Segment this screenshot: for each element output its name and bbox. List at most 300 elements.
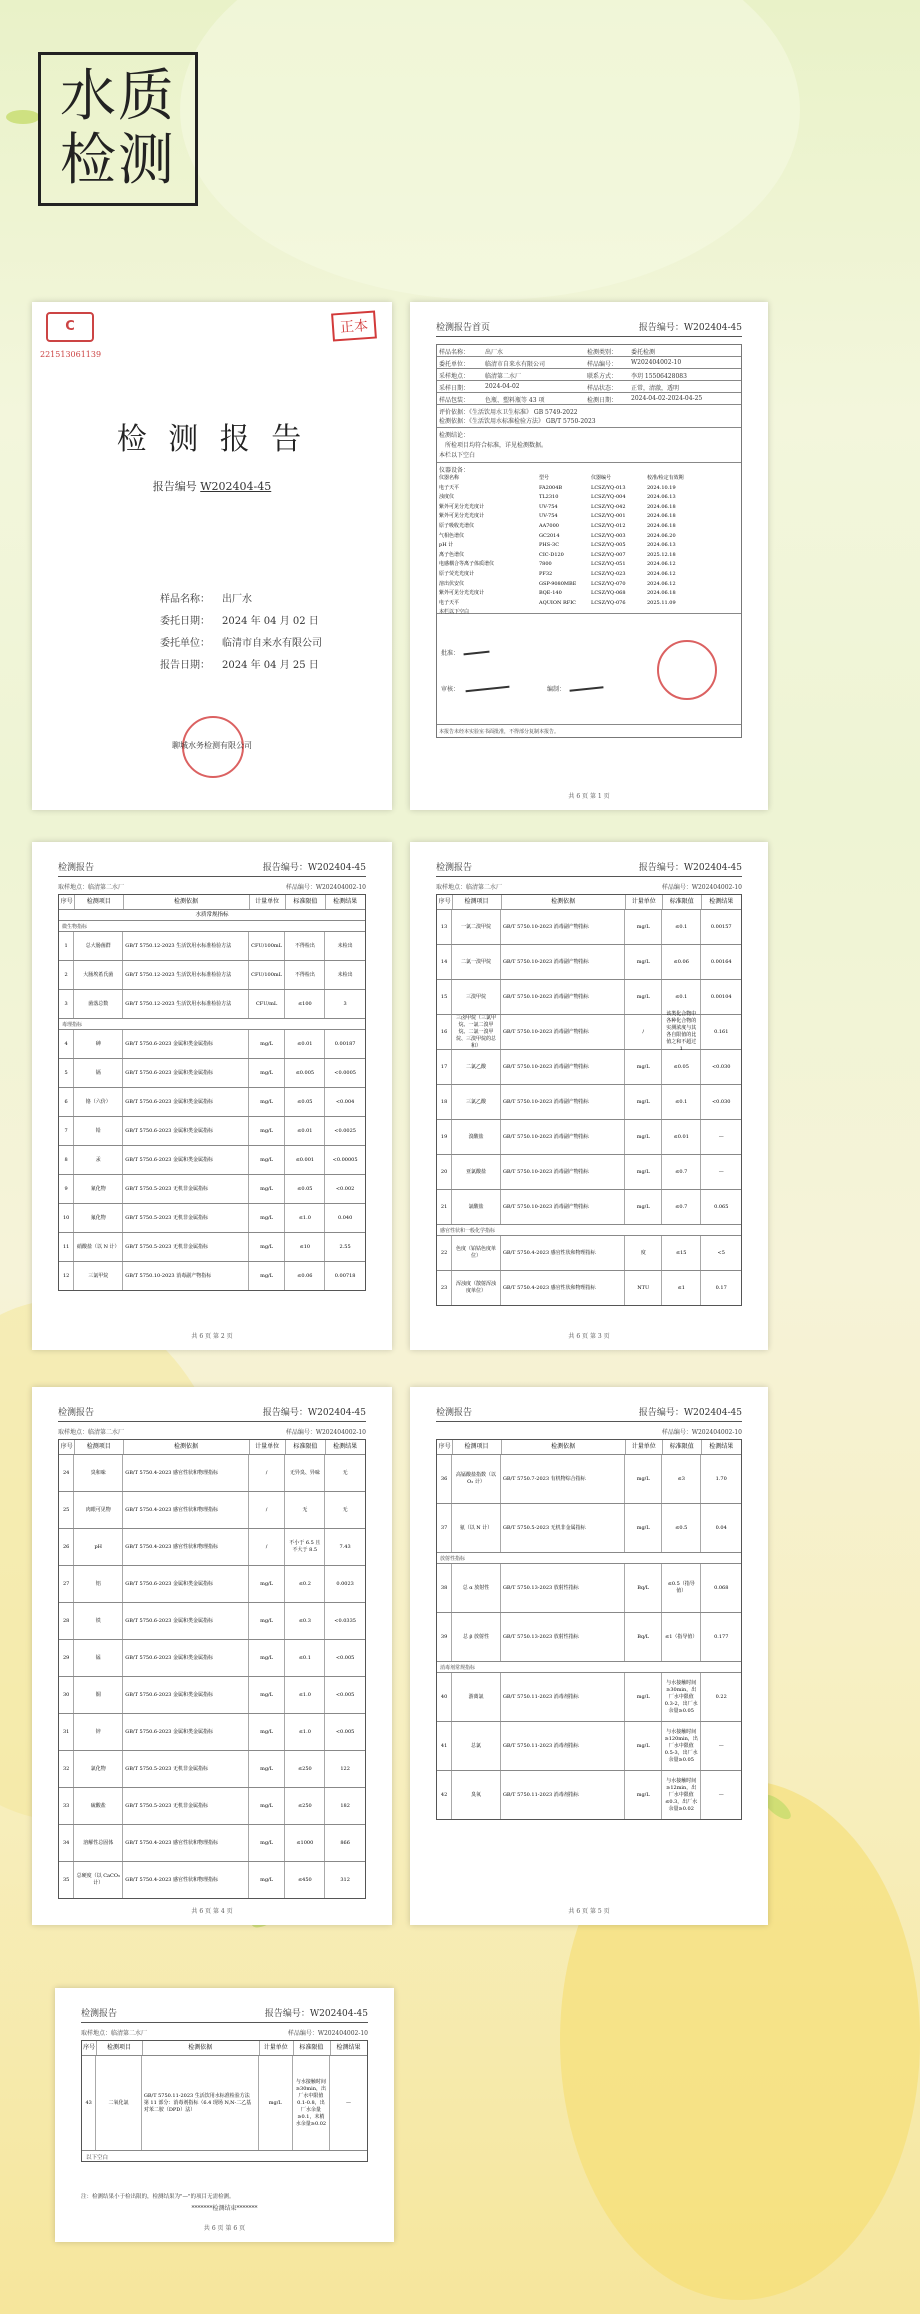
table-cell: ≤0.05 (285, 1175, 325, 1203)
table-cell: mg/L (625, 1050, 661, 1084)
table-cell: GB/T 5750.6-2023 金属和类金属指标 (123, 1640, 248, 1676)
table-row (59, 1566, 365, 1603)
table-cell: 该类化合物中各种化合物的实测浓度与其各自限值的比值之和不超过 1 (662, 1015, 702, 1049)
table-cell: ≤1.0 (285, 1714, 325, 1750)
table-row (59, 1088, 365, 1117)
table-cell: ≤15 (662, 1236, 702, 1270)
header-left: 检测报告 (58, 863, 95, 873)
conclusion-row: 检测结论： 所检项目均符合标准，详见检测数据。 本栏以下空白 (437, 428, 741, 463)
table-cell: 无 (342, 1469, 348, 1476)
table-cell: 不小于 6.5 且不大于 8.5 (285, 1529, 325, 1565)
column-header: 检测结果 (709, 898, 734, 905)
table-cell: 总 α 放射性 (452, 1564, 501, 1612)
table-cell: ≤1（指导值） (662, 1613, 702, 1661)
table-cell: 39 (437, 1613, 452, 1661)
header-right: 报告编号：W202404-45 (638, 1408, 742, 1418)
table-cell: GB/T 5750.4-2023 感官性状和物理指标 (123, 1455, 248, 1491)
table-cell: <0.00005 (332, 1156, 358, 1163)
table-cell: pH (74, 1529, 123, 1565)
table-cell: mg/L (625, 980, 661, 1014)
table-cell: 臭氧 (452, 1771, 501, 1819)
table-cell: 菌落总数 (74, 990, 123, 1018)
table-cell: GB/T 5750.5-2023 无机非金属指标 (123, 1233, 248, 1261)
group-label: 感官性状和一般化学指标 (440, 1228, 496, 1234)
table-cell: 二氧化氯 (96, 2056, 142, 2150)
table-cell: 0.00157 (710, 923, 732, 930)
table-cell: GB/T 5750.12-2023 生活饮用水标准检验方法 (123, 932, 248, 960)
table-cell: 0.068 (714, 1584, 729, 1591)
table-cell: mg/L (625, 1722, 661, 1770)
table-cell: GB/T 5750.4-2023 感官性状和物理指标 (123, 1529, 248, 1565)
header-left: 检测报告 (58, 1408, 95, 1418)
column-header: 序号 (437, 1440, 453, 1454)
footnote: 注：检测结果小于检出限的，检测结果为"—"的项目无需检测。 (81, 2194, 235, 2200)
table-cell: ≤0.01 (662, 1120, 702, 1154)
table-row (437, 1504, 741, 1553)
table-cell: GB/T 5750.12-2023 生活饮用水标准检验方法 (123, 961, 248, 989)
title-badge (38, 52, 198, 206)
inspection-seal (657, 640, 717, 700)
page-footer: 共 6 页 第 2 页 (191, 1333, 233, 1340)
table-cell: <0.002 (335, 1185, 355, 1192)
table-cell: mg/L (249, 1714, 286, 1750)
header-right: 报告编号：W202404-45 (264, 2009, 368, 2019)
table-cell: 0.00187 (334, 1040, 356, 1047)
table-cell: CFU/100mL (249, 961, 286, 989)
table-cell: GB/T 5750.4-2023 感官性状和物理指标 (123, 1492, 248, 1528)
table-cell: ≤0.1 (285, 1640, 325, 1676)
cma-logo: C (46, 312, 94, 342)
table-cell: GB/T 5750.10-2023 消毒副产物指标 (501, 1190, 626, 1224)
table-cell: 32 (59, 1751, 74, 1787)
table-group-row (437, 1225, 741, 1236)
table-cell: 三卤甲烷（三氯甲烷、一氯二溴甲烷、二氯一溴甲烷、三溴甲烷的总和） (452, 1015, 501, 1049)
table-row (437, 1673, 741, 1722)
table-cell: mg/L (249, 1088, 286, 1116)
sample-number: 样品编号：W202404002-10 (285, 884, 366, 891)
table-cell: 肉眼可见物 (74, 1492, 123, 1528)
table-cell: mg/L (625, 1455, 661, 1503)
end-marker: *******检测结束******* (191, 2205, 258, 2212)
info-row: 采样日期： 2024-04-02 样品状态： 正常，清澈，透明 (437, 381, 741, 393)
table-cell: 高锰酸盐指数（以 O₂ 计） (452, 1455, 501, 1503)
column-header: 标准限值 (662, 1440, 703, 1454)
table-cell: ≤1 (662, 1271, 702, 1305)
table-cell: 总 β 放射性 (452, 1613, 501, 1661)
column-header: 标准限值 (285, 895, 326, 909)
table-cell: 浑浊度（散射浑浊度单位） (452, 1271, 501, 1305)
column-header: 检测结果 (709, 1443, 734, 1450)
table-cell: 0.22 (715, 1693, 727, 1700)
column-header: 检测依据 (142, 2041, 260, 2055)
table-cell: 122 (340, 1765, 350, 1772)
results-table (58, 894, 366, 1291)
table-row (82, 2056, 367, 2151)
table-group-row (59, 921, 365, 932)
table-cell: 大肠埃希氏菌 (74, 961, 123, 989)
column-header: 计量单位 (625, 895, 662, 909)
column-header: 计量单位 (625, 1440, 662, 1454)
table-cell: mg/L (249, 1862, 286, 1898)
table-cell: 0.00164 (710, 958, 732, 965)
instrument-header: 仪器名称 型号 仪器编号 校准/检定有效期 (439, 475, 684, 481)
table-cell: ≤1.0 (285, 1677, 325, 1713)
table-cell: GB/T 5750.10-2023 消毒副产物指标 (501, 1155, 626, 1189)
table-cell: mg/L (249, 1788, 286, 1824)
table-row (437, 1085, 741, 1120)
instrument-row: 溶出伏安仪 GSP-9080MBE LCSZ/YQ-070 2024.06.12 (439, 580, 676, 587)
table-group-row (59, 1019, 365, 1030)
table-group-row (437, 1553, 741, 1564)
table-cell: 0.00104 (710, 993, 732, 1000)
table-cell: 3 (59, 990, 74, 1018)
table-cell: CFU/mL (249, 990, 286, 1018)
table-cell: <0.0025 (334, 1127, 356, 1134)
table-cell: 7 (59, 1117, 74, 1145)
table-cell: 三氯甲烷 (74, 1262, 123, 1290)
table-cell: ≤0.01 (285, 1030, 325, 1058)
table-row (59, 1030, 365, 1059)
results-table (436, 894, 742, 1306)
table-row (59, 1492, 365, 1529)
table-cell: 20 (437, 1155, 452, 1189)
instrument-row: pH 计 PHS-3C LCSZ/YQ-005 2024.06.13 (439, 542, 676, 549)
info-row: 采样地点： 临清第二水厂 联系方式： 李玥 15506428083 (437, 369, 741, 381)
basis-row: 评价依据：《生活饮用水卫生标准》 GB 5749-2022 检测依据：《生活饮用水标准检验方法》 GB/T 5750-2023 (437, 405, 741, 428)
table-row (59, 1262, 365, 1290)
header-left: 检测报告首页 (436, 323, 491, 333)
column-header: 标准限值 (293, 2041, 331, 2055)
instrument-list (439, 474, 739, 618)
table-row (59, 1640, 365, 1677)
page-footer: 共 6 页 第 3 页 (568, 1333, 610, 1340)
table-cell: / (249, 1529, 286, 1565)
table-row (59, 1862, 365, 1898)
signature-row: 批准： 审核： 编制： (437, 614, 741, 725)
leaf-decoration (6, 110, 40, 124)
table-cell: ≤250 (285, 1788, 325, 1824)
badge-line-1: 水质 (60, 64, 176, 129)
column-header: 标准限值 (285, 1440, 326, 1454)
table-row (437, 1564, 741, 1613)
table-row (59, 1603, 365, 1640)
table-cell: mg/L (249, 1204, 286, 1232)
table-cell: 0.00718 (334, 1272, 356, 1279)
header-right: 报告编号：W202404-45 (638, 323, 742, 333)
table-row (59, 1146, 365, 1175)
instrument-row: 电子天平 AQUION RFIC LCSZ/YQ-076 2025.11.09 (439, 599, 676, 606)
page-footer: 共 6 页 第 6 页 (203, 2225, 246, 2232)
table-cell: 与水接触时间≥30min，出厂水中限值 0.3-2，出厂水余量≥0.05 (662, 1673, 702, 1721)
table-cell: mg/L (249, 1262, 286, 1290)
table-cell: ≤0.1 (662, 910, 702, 944)
table-cell: GB/T 5750.4-2023 感官性状和物理指标 (501, 1271, 626, 1305)
column-header: 序号 (437, 895, 453, 909)
table-cell: mg/L (249, 1566, 286, 1602)
data-page-4 (32, 1387, 392, 1925)
instrument-row: 紫外可见分光光度计 UV-754 LCSZ/YQ-001 2024.06.18 (439, 513, 676, 520)
table-cell: 34 (59, 1825, 74, 1861)
table-cell: 1.70 (715, 1475, 727, 1482)
table-cell: mg/L (249, 1146, 286, 1174)
client-name: 临清市自来水有限公司 (222, 638, 322, 649)
table-cell: 2.55 (339, 1243, 351, 1250)
table-cell: 氰化物 (74, 1175, 123, 1203)
table-cell: 未检出 (337, 942, 353, 949)
column-header: 检测项目 (452, 1440, 502, 1454)
table-cell: 1 (59, 932, 74, 960)
table-cell: ≤250 (285, 1751, 325, 1787)
table-cell: 游离氯 (452, 1673, 501, 1721)
table-cell: ≤0.7 (662, 1190, 702, 1224)
instrument-row: 浊度仪 TL2310 LCSZ/YQ-004 2024.06.13 (439, 494, 676, 501)
table-cell: / (249, 1492, 286, 1528)
column-header: 计量单位 (259, 2041, 294, 2055)
table-cell: 21 (437, 1190, 452, 1224)
table-cell: mg/L (625, 1771, 661, 1819)
table-header-row (437, 895, 741, 910)
table-cell: 17 (437, 1050, 452, 1084)
instrument-row: 气相色谱仪 GC2014 LCSZ/YQ-003 2024.06.20 (439, 532, 676, 539)
table-row (437, 1271, 741, 1305)
table-cell: ≤3 (662, 1455, 702, 1503)
sample-name-label: 样品名称： (160, 594, 210, 605)
table-cell: 氟化物 (74, 1204, 123, 1232)
table-cell: NTU (625, 1271, 661, 1305)
table-cell: ≤0.5 (662, 1504, 702, 1552)
table-row (437, 1455, 741, 1504)
table-cell: 23 (437, 1271, 452, 1305)
entrust-date: 2024 年 04 月 02 日 (222, 616, 319, 627)
table-cell: ≤0.01 (285, 1117, 325, 1145)
table-cell: 三氯乙酸 (452, 1085, 501, 1119)
table-cell: 22 (437, 1236, 452, 1270)
table-cell: GB/T 5750.6-2023 金属和类金属指标 (123, 1146, 248, 1174)
info-table (436, 344, 742, 738)
table-cell: GB/T 5750.6-2023 金属和类金属指标 (123, 1566, 248, 1602)
table-cell: 0.040 (337, 1214, 353, 1221)
column-header: 检测项目 (96, 2041, 143, 2055)
table-cell: 33 (59, 1788, 74, 1824)
table-cell: 总氯 (452, 1722, 501, 1770)
column-header: 标准限值 (662, 895, 703, 909)
table-cell: 与水接触时间≥30min，出厂水中限值 0.1-0.8，出厂水余量≥0.1，末梢水余量≥0.02 (293, 2056, 330, 2150)
table-row (59, 1529, 365, 1566)
table-row (437, 945, 741, 980)
table-cell: 38 (437, 1564, 452, 1612)
page-footer: 共 6 页 第 4 页 (191, 1908, 233, 1915)
sub-header (58, 1427, 366, 1436)
table-row (59, 1825, 365, 1862)
table-cell: GB/T 5750.10-2023 消毒副产物指标 (123, 1262, 248, 1290)
table-cell: mg/L (625, 945, 661, 979)
table-cell: GB/T 5750.6-2023 金属和类金属指标 (123, 1677, 248, 1713)
table-cell: mg/L (249, 1175, 286, 1203)
table-row (59, 1788, 365, 1825)
header-right: 报告编号：W202404-45 (262, 863, 366, 873)
table-cell: 0.161 (714, 1028, 729, 1035)
table-cell: GB/T 5750.10-2023 消毒副产物指标 (501, 910, 626, 944)
data-page-3 (410, 842, 768, 1350)
table-row (59, 932, 365, 961)
table-row (437, 1613, 741, 1662)
header-right: 报告编号：W202404-45 (262, 1408, 366, 1418)
column-header: 计量单位 (249, 895, 287, 909)
table-row (437, 1771, 741, 1819)
table-cell: GB/T 5750.10-2023 消毒副产物指标 (501, 980, 626, 1014)
results-table (81, 2040, 368, 2162)
table-cell: mg/L (625, 1120, 661, 1154)
table-cell: GB/T 5750.6-2023 金属和类金属指标 (123, 1088, 248, 1116)
instrument-row: 紫外可见分光光度计 BQE-140 LCSZ/YQ-068 2024.06.18 (439, 590, 676, 597)
table-cell: 与水接触时间≥120min，出厂水中限值 0.5-3，出厂水余量≥0.05 (662, 1722, 702, 1770)
table-cell: GB/T 5750.10-2023 消毒副产物指标 (501, 1050, 626, 1084)
table-cell: 36 (437, 1455, 452, 1503)
column-header: 序号 (59, 895, 75, 909)
table-cell: 臭和味 (74, 1455, 123, 1491)
column-header: 检测依据 (501, 1440, 627, 1454)
table-cell: GB/T 5750.13-2023 放射性指标 (501, 1564, 626, 1612)
data-page-5 (410, 1387, 768, 1925)
table-cell: ≤0.06 (285, 1262, 325, 1290)
results-table (436, 1439, 742, 1820)
table-cell: 15 (437, 980, 452, 1014)
client-label: 委托单位： (160, 638, 210, 649)
page-header (436, 860, 742, 877)
table-cell: 24 (59, 1455, 74, 1491)
table-cell: GB/T 5750.10-2023 消毒副产物指标 (501, 1085, 626, 1119)
table-cell: 氯化物 (74, 1751, 123, 1787)
table-cell: 4 (59, 1030, 74, 1058)
table-cell: 14 (437, 945, 452, 979)
table-cell: 二氯一溴甲烷 (452, 945, 501, 979)
table-cell: 0.065 (714, 1203, 729, 1210)
page-header (81, 2006, 368, 2023)
table-cell: mg/L (625, 910, 661, 944)
table-cell: 30 (59, 1677, 74, 1713)
sampling-site: 取样地点：临清第二水厂 (58, 1429, 125, 1436)
remark2: 本栏以下空白 (439, 609, 470, 616)
issue-date-label: 报告日期： (160, 660, 210, 671)
table-cell: — (718, 1791, 724, 1798)
table-cell: mg/L (625, 1155, 661, 1189)
table-cell: 镉 (74, 1059, 123, 1087)
table-cell: 12 (59, 1262, 74, 1290)
table-cell: 与水接触时间≥12min，出厂水中限值≤0.3，出厂水余量≥0.02 (662, 1771, 702, 1819)
sampling-site: 取样地点：临清第二水厂 (81, 2030, 148, 2037)
table-cell: 总硬度（以 CaCO₃ 计） (74, 1862, 123, 1898)
table-row (437, 1120, 741, 1155)
table-cell: 无 (285, 1492, 325, 1528)
table-cell: 0.04 (715, 1524, 727, 1531)
results-table (58, 1439, 366, 1899)
sampling-site: 取样地点：临清第二水厂 (436, 884, 503, 891)
table-cell: 未检出 (337, 971, 353, 978)
serial-number: 221513061139 (40, 350, 102, 359)
table-cell: CFU/100mL (249, 932, 286, 960)
table-cell: 不得检出 (285, 961, 325, 989)
table-cell: 18 (437, 1085, 452, 1119)
table-cell: GB/T 5750.6-2023 金属和类金属指标 (123, 1117, 248, 1145)
table-cell: 2 (59, 961, 74, 989)
group-label: 微生物指标 (62, 924, 88, 930)
page-footer: 共 6 页 第 1 页 (568, 793, 610, 800)
table-cell: 31 (59, 1714, 74, 1750)
table-cell: 色度（铂钴色度单位） (452, 1236, 501, 1270)
table-cell: 8 (59, 1146, 74, 1174)
table-cell: 溴酸盐 (452, 1120, 501, 1154)
table-cell: 43 (82, 2056, 96, 2150)
table-cell: GB/T 5750.6-2023 金属和类金属指标 (123, 1030, 248, 1058)
group-label: 放射性指标 (440, 1556, 466, 1562)
table-cell: GB/T 5750.5-2023 无机非金属指标 (123, 1788, 248, 1824)
table-cell: GB/T 5750.7-2023 有机物综合指标 (501, 1455, 626, 1503)
table-cell: GB/T 5750.6-2023 金属和类金属指标 (123, 1603, 248, 1639)
table-cell: mg/L (249, 1117, 286, 1145)
table-cell: GB/T 5750.6-2023 金属和类金属指标 (123, 1059, 248, 1087)
sub-header (81, 2028, 368, 2037)
table-cell: mg/L (249, 1059, 286, 1087)
table-row (437, 1155, 741, 1190)
column-header: 序号 (82, 2041, 97, 2055)
table-cell: 42 (437, 1771, 452, 1819)
header-right: 报告编号：W202404-45 (638, 863, 742, 873)
column-header: 检测项目 (74, 895, 124, 909)
table-cell: 7.43 (339, 1543, 351, 1550)
table-cell: <0.0005 (334, 1069, 356, 1076)
table-row (437, 980, 741, 1015)
table-cell: 度 (625, 1236, 661, 1270)
column-header: 序号 (59, 1440, 75, 1454)
table-cell: ≤100 (285, 990, 325, 1018)
issue-date: 2024 年 04 月 25 日 (222, 660, 319, 671)
table-row (59, 961, 365, 990)
table-cell: GB/T 5750.11-2023 消毒剂指标 (501, 1771, 626, 1819)
table-cell: 无 (342, 1506, 348, 1513)
header-left: 检测报告 (436, 1408, 473, 1418)
column-header: 检测依据 (501, 895, 627, 909)
table-cell: Bq/L (625, 1564, 661, 1612)
instrument-section: 仪器设备： 仪器名称 型号 仪器编号 校准/检定有效期 电子天平 FA2004B LCSZ/YQ-013 2024.10.19 浊度仪 TL2310 LCSZ/YQ-004 2024.06.13 紫外可见分光光度计 UV-754 LCSZ/YQ-042 2024.06.18 紫外可见分光光度计 UV-754 LCSZ/YQ-001 2024.06.18 原子吸收光谱仪 AA7000 LCSZ/YQ-012 2024.06.18 气相色谱仪 GC2014 LCSZ/YQ-003 2024.06.20 pH 计 PHS-3C LCSZ/YQ-005 2024.06.13 离子色谱仪 CIC-D120 LCSZ/YQ-007 2025.12.18 电感耦合等离子体质谱仪 7800 LCSZ/YQ-051 2024.06.12 原子荧光光度计 PF32 LCSZ/YQ-023 2024.06.12 溶出伏安仪 GSP-9080MBE LCSZ/YQ-070 2024.06.12 紫外可见分光光度计 BQE-140 LCSZ/YQ-068 2024.06.18 电子天平 AQUION RFIC LCSZ/YQ-076 2025.11.09 本栏以下空白 (437, 463, 741, 614)
table-cell: mg/L (249, 1030, 286, 1058)
table-cell: 硝酸盐（以 N 计） (74, 1233, 123, 1261)
table-cell: ≤1000 (285, 1825, 325, 1861)
column-header: 检测结果 (336, 2044, 361, 2051)
table-cell: 26 (59, 1529, 74, 1565)
table-cell: mg/L (625, 1504, 661, 1552)
table-cell: 铅 (74, 1117, 123, 1145)
table-cell: 37 (437, 1504, 452, 1552)
summary-page (410, 302, 768, 810)
page-header (436, 320, 742, 337)
table-cell: GB/T 5750.6-2023 金属和类金属指标 (123, 1714, 248, 1750)
table-cell: 866 (340, 1839, 350, 1846)
sub-header (436, 882, 742, 891)
table-cell: <0.005 (335, 1691, 355, 1698)
table-cell: 硫酸盐 (74, 1788, 123, 1824)
table-cell: GB/T 5750.10-2023 消毒副产物指标 (501, 1120, 626, 1154)
info-row: 样品名称： 出厂水 检测类别： 委托检测 (437, 345, 741, 357)
table-cell: 5 (59, 1059, 74, 1087)
table-row (437, 1050, 741, 1085)
table-cell: 0.177 (714, 1633, 729, 1640)
table-cell: mg/L (249, 1603, 286, 1639)
table-cell: 27 (59, 1566, 74, 1602)
table-cell: 0.0023 (336, 1580, 354, 1587)
table-cell: GB/T 5750.11-2023 消毒剂指标 (501, 1722, 626, 1770)
data-page-6 (55, 1988, 394, 2242)
table-cell: <5 (717, 1249, 725, 1256)
